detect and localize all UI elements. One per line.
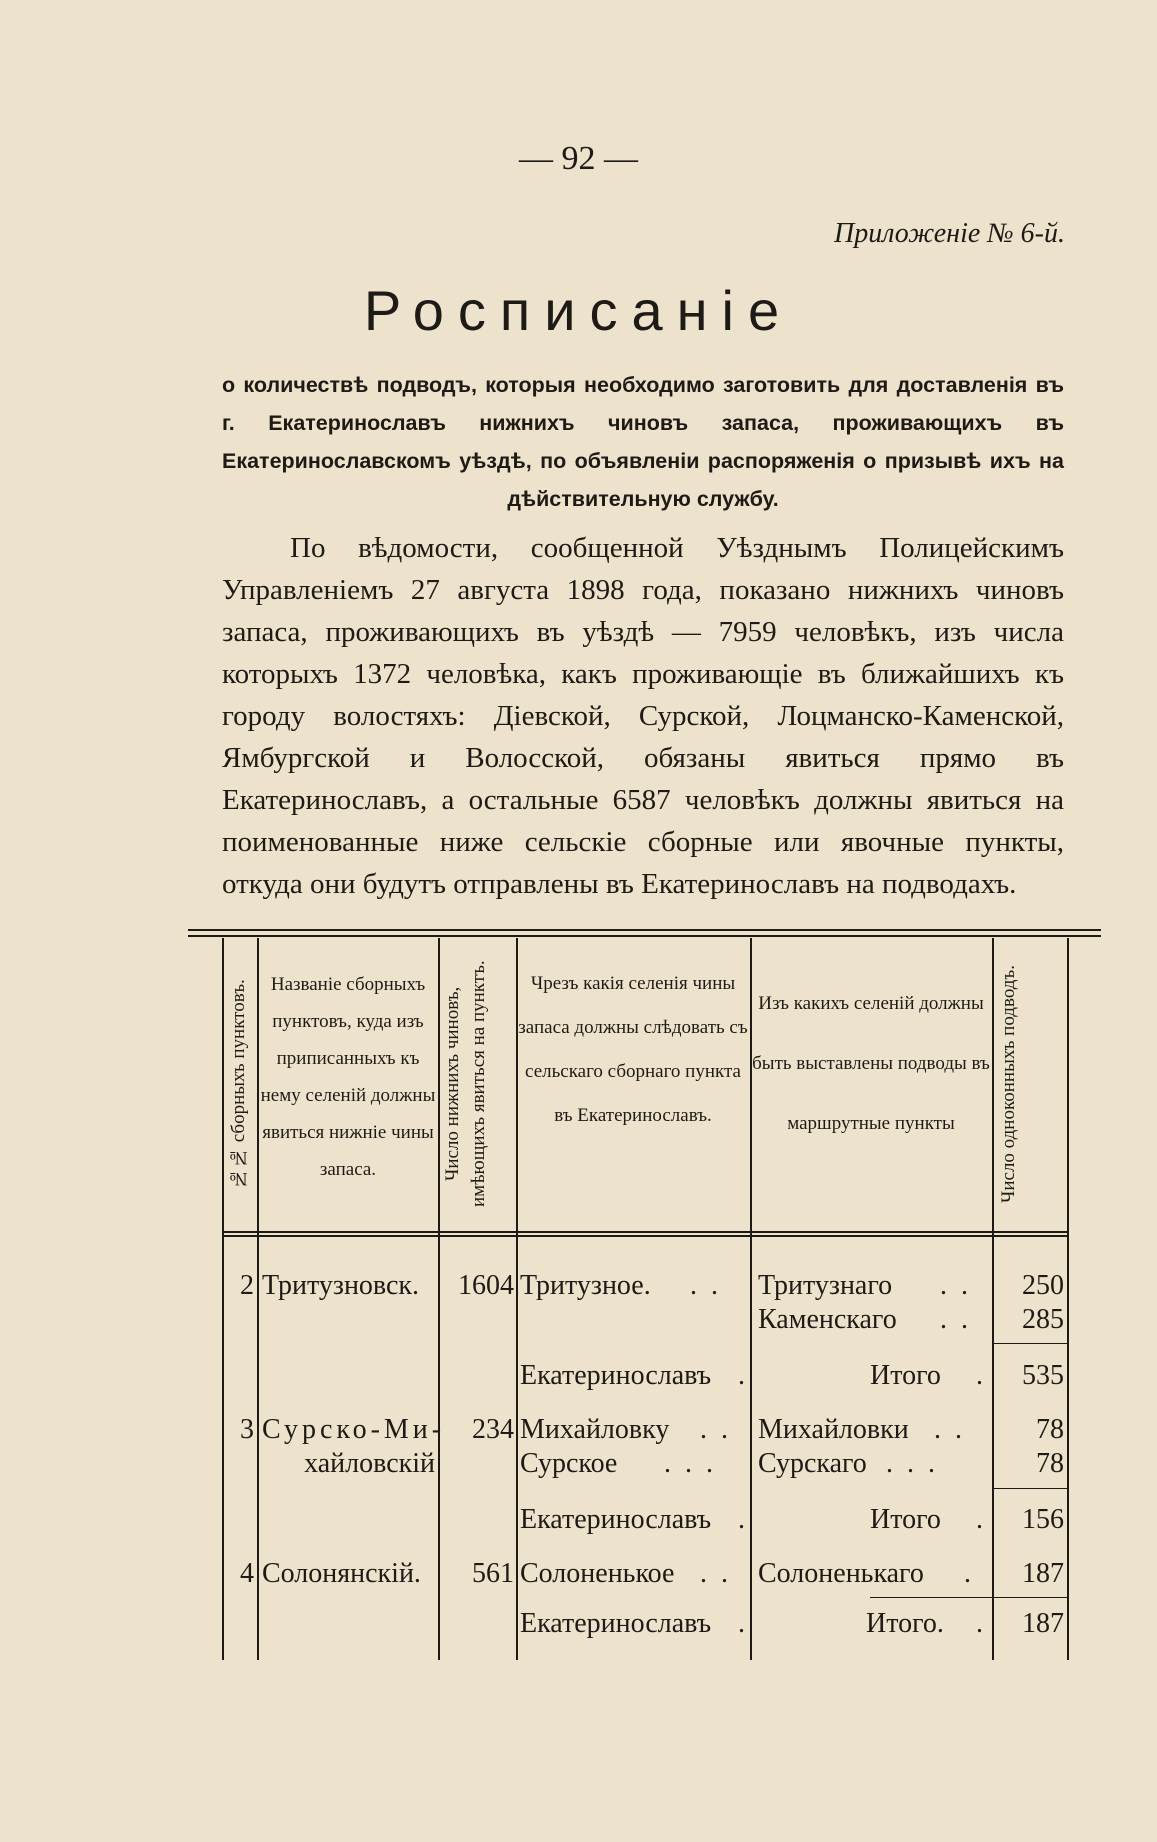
header-rule: [222, 1231, 1069, 1233]
row-route: Екатеринославъ: [520, 1360, 712, 1391]
header-route: Чрезъ какія селенія чины запаса должны слѣдовать съ сельскаго сборнаго пункта въ Екатеринославъ.: [518, 973, 748, 1126]
leader-dots: . . .: [886, 1448, 935, 1479]
leader-dots: . .: [690, 1270, 718, 1301]
header-carts: Число одноконныхъ подводъ.: [998, 965, 1019, 1204]
row-total-label: Итого: [870, 1504, 941, 1535]
document-title: Росписаніе: [363, 279, 794, 342]
row-carts-total: 535: [1022, 1360, 1064, 1391]
leader-dots: .: [738, 1504, 745, 1535]
row-total-label: Итого: [870, 1360, 941, 1391]
subtotal-rule: [992, 1488, 1067, 1489]
row-from: Сурскаго: [758, 1448, 867, 1479]
row-route: Сурское: [520, 1448, 618, 1479]
row-carts: 285: [1022, 1304, 1064, 1335]
header-rule-inner: [222, 1235, 1069, 1237]
row-carts: 78: [1036, 1448, 1064, 1479]
leader-dots: .: [964, 1558, 971, 1589]
row-from: Михайловки: [758, 1414, 909, 1445]
leader-dots: . .: [700, 1558, 728, 1589]
row-carts-total: 187: [1022, 1608, 1064, 1639]
row-from: Каменскаго: [758, 1304, 897, 1335]
header-from: Изъ какихъ селеній должны быть выставлены подводы въ маршрутные пункты: [752, 993, 990, 1134]
leader-dots: . .: [700, 1414, 728, 1445]
subtotal-rule: [992, 1343, 1067, 1344]
row-name: Солонянскій.: [262, 1558, 421, 1589]
leader-dots: .: [976, 1360, 983, 1391]
leader-dots: . . .: [664, 1448, 713, 1479]
header-name: Названіе сборныхъ пунктовъ, куда изъ приписанныхъ къ нему селеній должны явиться нижніе чины запаса.: [260, 974, 436, 1180]
row-count: 234: [472, 1414, 514, 1445]
row-num: 3: [240, 1414, 254, 1445]
row-route: Михайловку: [520, 1414, 670, 1445]
leader-dots: .: [976, 1504, 983, 1535]
leader-dots: . .: [940, 1304, 968, 1335]
leader-dots: .: [976, 1608, 983, 1639]
header-count: Число нижнихъ чиновъ, имѣющихъ явиться на пунктъ.: [442, 960, 489, 1208]
row-num: 4: [240, 1558, 254, 1589]
document-subtitle: о количествѣ подводъ, которыя необходимо заготовить для доставленія въ г. Екатеринославъ нижнихъ чиновъ запаса, проживающихъ въ Екатеринославскомъ уѣздѣ, по объявленіи распоряженія о призывѣ ихъ на дѣйствительную службу.: [222, 373, 1064, 511]
row-carts: 78: [1036, 1414, 1064, 1445]
schedule-table: [0, 938, 1157, 1660]
row-carts: 250: [1022, 1270, 1064, 1301]
body-paragraph: По вѣдомости, сообщенной Уѣзднымъ Полицейскимъ Управленіемъ 27 августа 1898 года, показано нижнихъ чиновъ запаса, проживающихъ въ уѣздѣ — 7959 человѣкъ, изъ числа которыхъ 1372 человѣка, какъ проживающіе въ ближайшихъ къ городу волостяхъ: Діевской, Сурской, Лоцманско-Каменской, Ямбургской и Волосской, обязаны явиться прямо въ Екатеринославъ, а остальные 6587 человѣкъ должны явиться на поименованные ниже сельскіе сборные или явочные пункты, откуда они будутъ отправлены въ Екатеринославъ на подводахъ.: [222, 532, 1064, 900]
row-num: 2: [240, 1270, 254, 1301]
col-line: [1067, 938, 1069, 1660]
leader-dots: . .: [940, 1270, 968, 1301]
table-top-rule-inner: [188, 935, 1101, 937]
table-top-rule: [188, 929, 1101, 931]
page-number: — 92 —: [519, 140, 638, 177]
leader-dots: .: [738, 1360, 745, 1391]
appendix-label: Приложеніе № 6-й.: [834, 218, 1065, 249]
row-count: 561: [472, 1558, 514, 1589]
row-total-label: Итого.: [866, 1608, 944, 1639]
row-route: Екатеринославъ: [520, 1504, 712, 1535]
row-route: Тритузное.: [520, 1270, 651, 1301]
row-name: Тритузновск.: [262, 1270, 420, 1301]
row-from: Солоненькаго: [758, 1558, 924, 1589]
row-from: Тритузнаго: [758, 1270, 893, 1301]
header-num: №№ сборныхъ пунктовъ.: [228, 979, 249, 1189]
subtotal-rule: [870, 1597, 1067, 1598]
row-carts: 187: [1022, 1558, 1064, 1589]
leader-dots: .: [738, 1608, 745, 1639]
row-name: Сурско-Ми-: [262, 1414, 446, 1445]
leader-dots: . .: [934, 1414, 962, 1445]
row-route: Екатеринославъ: [520, 1608, 712, 1639]
row-name: хайловскій: [304, 1448, 435, 1479]
row-count: 1604: [458, 1270, 514, 1301]
row-route: Солоненькое: [520, 1558, 675, 1589]
row-carts-total: 156: [1022, 1504, 1064, 1535]
